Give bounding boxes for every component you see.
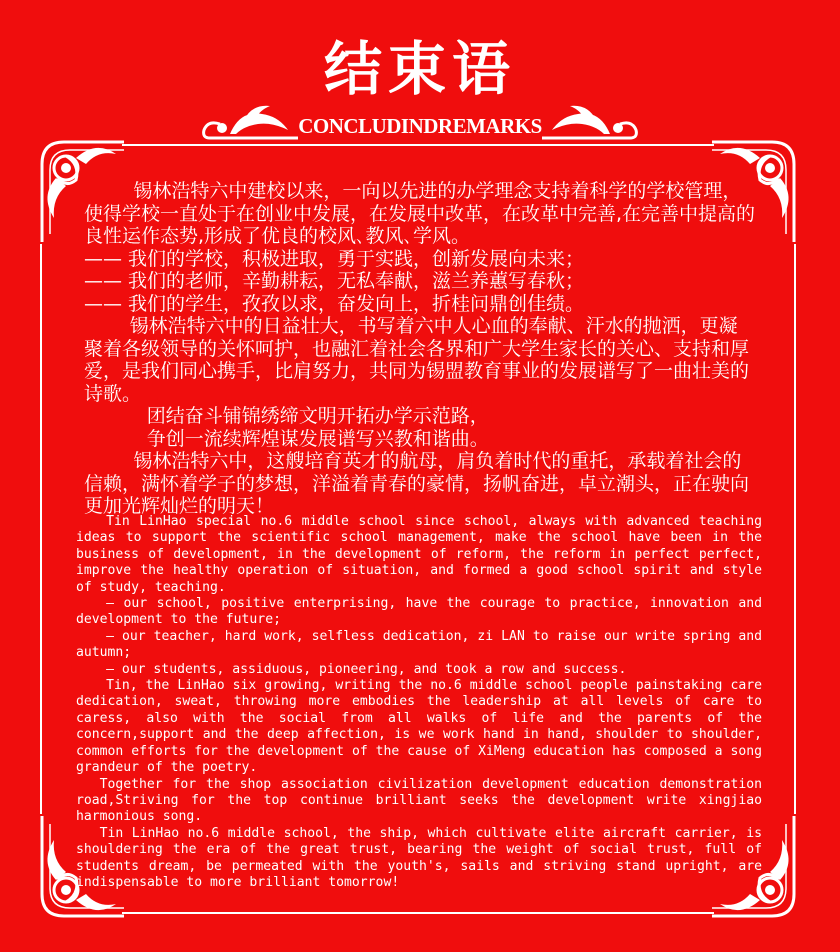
en-paragraph-couplet: Together for the shop association civilization development education demonstration road,Striving for the top continue brilliant seeks the development write xingjiao harmonious song.: [76, 776, 762, 825]
en-line-students: — our students, assiduous, pioneering, and took a row and success.: [106, 661, 627, 677]
en-line-teachers: — our teacher, hard work, selfless dedication, zi LAN to raise our write spring and autumn;: [76, 628, 762, 661]
en-paragraph-closing: Tin LinHao no.6 middle school, the ship, which cultivate elite aircraft carrier, is shouldering the era of the great trust, bearing the weight of social trust, full of students dream, be permeated with the youth's, sails and striving stand upright, are indispensable to more brilliant tomorrow!: [76, 825, 762, 890]
page-title: 结束语: [323, 35, 516, 103]
cn-couplet-2: 争创一流续辉煌谋发展谱写兴教和谐曲。: [146, 427, 489, 450]
left-scroll-ornament: [200, 100, 300, 144]
cn-line-school: —— 我们的学校，积极进取，勇于实践，创新发展向未来；: [84, 247, 585, 270]
en-line-school: — our school, positive enterprising, have the courage to practice, innovation and development to the future;: [76, 596, 762, 628]
frame-top-line: [122, 144, 714, 146]
cn-paragraph-growth: 锡林浩特六中的日益壮大，书写着六中人心血的奉献、汗水的抛洒，更凝聚着各级领导的关怀呵护，也融汇着社会各界和广大学生家长的关心、支持和厚爱，是我们同心携手，比肩努力，共同为锡盟教育事业的发展谱写了一曲壮美的诗歌。: [84, 315, 750, 405]
frame-left-line: [40, 244, 42, 814]
en-paragraph-intro: Tin LinHao special no.6 middle school since school, always with advanced teaching ideas to support the scientific school management, make the school have been in the business of development, in the development of reform, the reform in perfect perfect, improve the healthy operation of situation, and formed a good school spirit and style of study, teaching.: [76, 514, 762, 595]
cn-paragraph-intro: 锡林浩特六中建校以来，一向以先进的办学理念支持着科学的学校管理，使得学校一直处于在创业中发展，在发展中改革，在改革中完善,在完善中提高的良性运作态势,形成了优良的校风､教风､学风。: [84, 180, 756, 247]
cn-line-teachers: —— 我们的老师，辛勤耕耘，无私奉献，滋兰养蕙写春秋；: [84, 270, 585, 292]
right-scroll-ornament: [540, 100, 640, 144]
cn-line-students: —— 我们的学生，孜孜以求，奋发向上，折桂问鼎创佳绩。: [84, 292, 585, 315]
cn-paragraph-closing: 锡林浩特六中，这艘培育英才的航母，肩负着时代的重托，承载着社会的信赖，满怀着学子的梦想，洋溢着青春的豪情，扬帆奋进，卓立潮头，正在驶向更加光辉灿烂的明天！: [84, 450, 750, 517]
english-text-block: [76, 514, 762, 891]
cn-couplet-1: 团结奋斗铺锦绣缔文明开拓办学示范路，: [146, 405, 489, 427]
frame-right-line: [794, 244, 796, 814]
subtitle-banner: [200, 100, 640, 144]
en-paragraph-growth: Tin, the LinHao six growing, writing the no.6 middle school people painstaking care dedication, sweat, throwing more embodies the leadership at all levels of care to caress, also with the social from all walks of life and the parents of the concern,support and the deep affection, is we work hand in hand, shoulder to shoulder, common efforts for the development of the cause of XiMeng education has composed a song grandeur of the poetry.: [76, 678, 762, 776]
chinese-text-block: [84, 180, 756, 518]
frame-bottom-line: [122, 912, 714, 914]
subtitle: CONCLUDINDREMARKS: [298, 114, 542, 138]
